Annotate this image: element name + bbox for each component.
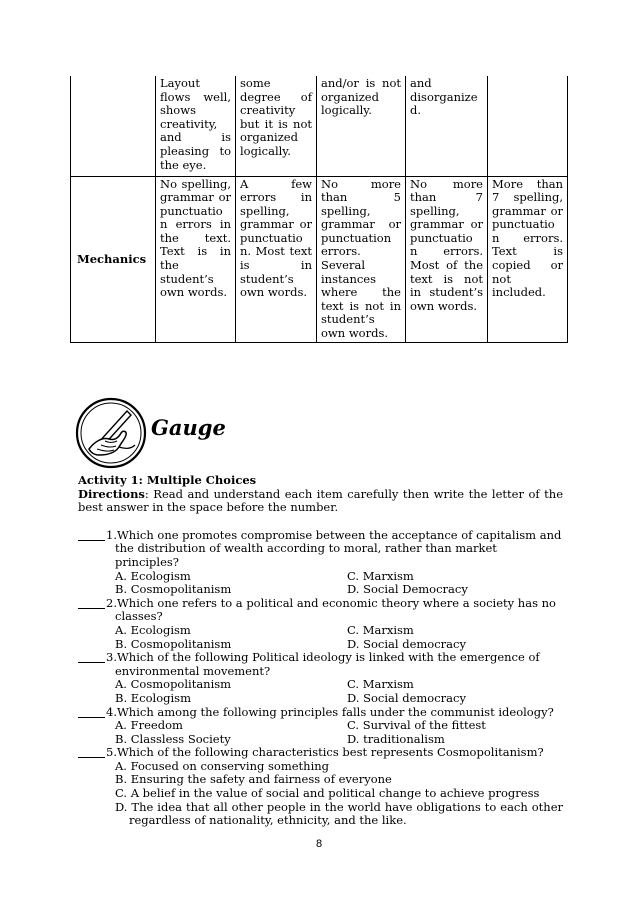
question-text-continued: the distribution of wealth according to moral, rather than market principles? bbox=[115, 541, 497, 569]
option: D. Social democracy bbox=[347, 690, 466, 705]
answer-blank[interactable] bbox=[78, 746, 105, 758]
rubric-cell: Layout flows well, shows creativity, and is pleasing to the eye. bbox=[156, 76, 236, 176]
option: C. Survival of the fittest bbox=[347, 718, 486, 733]
option: C. Marxism bbox=[347, 568, 414, 583]
option: B. Classless Society bbox=[115, 731, 231, 746]
rubric-row-continued bbox=[71, 76, 568, 176]
question-item bbox=[78, 746, 563, 828]
option: B. Cosmopolitanism bbox=[115, 582, 232, 597]
option: B. Cosmopolitanism bbox=[115, 636, 232, 651]
option: A. Cosmopolitanism bbox=[115, 677, 232, 692]
option: D. traditionalism bbox=[347, 731, 445, 746]
directions bbox=[78, 488, 563, 515]
hand-writing-with-pen-icon bbox=[75, 397, 147, 469]
rubric-row-mechanics bbox=[71, 176, 568, 342]
rubric-cell: No spelling, grammar or punctuatio n errors in the text. Text is in the student’s own words. bbox=[156, 176, 236, 342]
question-item bbox=[78, 597, 563, 651]
option-grid bbox=[78, 624, 563, 651]
question-item bbox=[78, 529, 563, 597]
directions-label: Directions bbox=[78, 486, 145, 501]
directions-text: : Read and understand each item carefully then write the letter of the best answer in the space before the number. bbox=[78, 486, 563, 515]
activity-title: Activity 1: Multiple Choices bbox=[78, 473, 257, 487]
option: C. A belief in the value of social and political change to achieve progress bbox=[115, 786, 540, 801]
option: B. Ensuring the safety and fairness of everyone bbox=[115, 772, 392, 787]
rubric-cell bbox=[488, 76, 568, 176]
answer-blank[interactable] bbox=[78, 706, 105, 718]
option: A. Focused on conserving something bbox=[115, 758, 330, 773]
rubric-cell: and/or is not organized logically. bbox=[317, 76, 406, 176]
option: C. Marxism bbox=[347, 622, 414, 637]
question-item bbox=[78, 706, 563, 747]
rubric-cell: some degree of creativity but it is not organized logically. bbox=[236, 76, 317, 176]
answer-blank[interactable] bbox=[78, 529, 105, 541]
option: D. Social democracy bbox=[347, 636, 466, 651]
answer-blank[interactable] bbox=[78, 651, 105, 663]
question-number: 4. bbox=[106, 704, 117, 719]
question-list bbox=[78, 529, 563, 828]
rubric-cell: A few errors in spelling, grammar or punctuatio n. Most text is in student’s own words. bbox=[236, 176, 317, 342]
question-number: 3. bbox=[106, 650, 117, 665]
option: D. The idea that all other people in the world have obligations to each other bbox=[115, 799, 563, 814]
question-text: Which among the following principles falls under the communist ideology? bbox=[116, 704, 554, 719]
option-grid bbox=[78, 719, 563, 746]
question-item bbox=[78, 651, 563, 705]
rubric-cell: and disorganize d. bbox=[406, 76, 488, 176]
option: A. Freedom bbox=[115, 718, 183, 733]
question-text: Which of the following Political ideology is linked with the emergence of bbox=[116, 650, 540, 665]
rubric-cell: More than 7 spelling, grammar or punctuatio n errors. Text is copied or not included. bbox=[488, 176, 568, 342]
section-title: Gauge bbox=[151, 415, 226, 440]
question-text-continued: environmental movement? bbox=[115, 663, 271, 678]
option: D. Social Democracy bbox=[347, 582, 468, 597]
option-grid bbox=[78, 570, 563, 597]
question-number: 2. bbox=[106, 595, 117, 610]
rubric-cell: No more than 5 spelling, grammar or punctuation errors. Several instances where the text is not in student’s own words. bbox=[317, 176, 406, 342]
question-number: 1. bbox=[106, 527, 117, 542]
rubric-row-label: Mechanics bbox=[71, 176, 156, 342]
option: C. Marxism bbox=[347, 677, 414, 692]
answer-blank[interactable] bbox=[78, 597, 105, 609]
rubric-table bbox=[70, 76, 568, 343]
page-number: 8 bbox=[315, 838, 323, 850]
option-grid bbox=[78, 678, 563, 705]
option: A. Ecologism bbox=[115, 568, 191, 583]
question-text-continued: classes? bbox=[115, 609, 163, 624]
option: B. Ecologism bbox=[115, 690, 191, 705]
rubric-cell: No more than 7 spelling, grammar or punctuatio n errors. Most of the text is not in student’s own words. bbox=[406, 176, 488, 342]
question-text: Which one promotes compromise between the acceptance of capitalism and bbox=[116, 527, 562, 542]
option-continued: regardless of nationality, ethnicity, and the like. bbox=[129, 813, 407, 828]
rubric-cell bbox=[71, 76, 156, 176]
question-text: Which of the following characteristics best represents Cosmopolitanism? bbox=[116, 745, 544, 760]
question-text: Which one refers to a political and economic theory where a society has no bbox=[116, 595, 556, 610]
activity-section bbox=[78, 474, 563, 828]
option: A. Ecologism bbox=[115, 622, 191, 637]
question-number: 5. bbox=[106, 745, 117, 760]
option-list bbox=[78, 760, 563, 828]
